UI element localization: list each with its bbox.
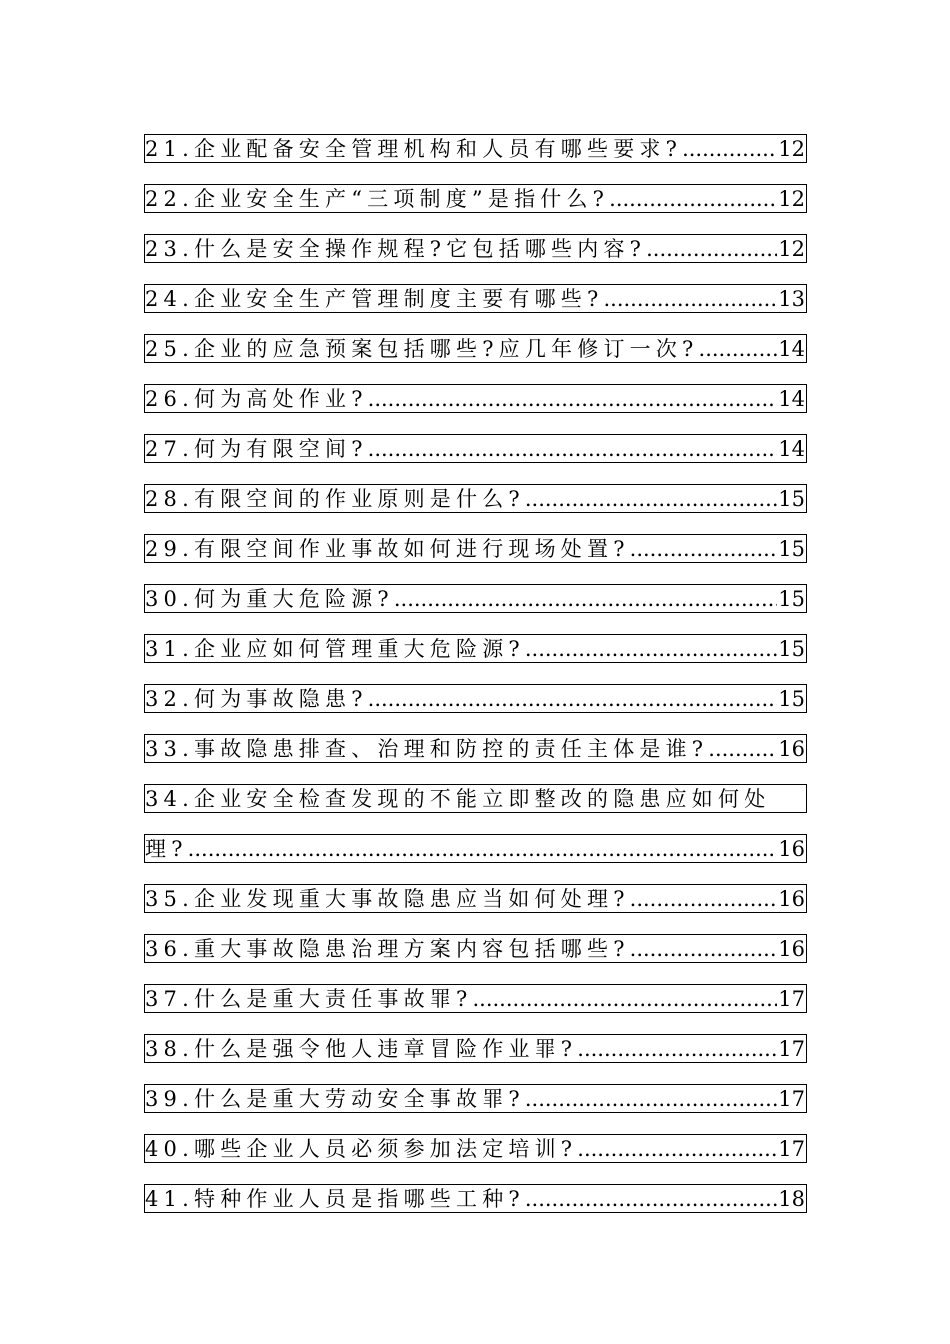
toc-entry-40[interactable] [144,1134,807,1163]
toc-dot-leader [525,486,777,512]
toc-entry-title: 理? [145,837,188,861]
toc-dot-leader [609,186,777,212]
toc-entry-title: 29.有限空间作业事故如何进行现场处置? [145,537,630,561]
toc-page-number: 15 [778,637,805,661]
toc-page-number: 16 [778,737,805,761]
toc-entry-title: 27.何为有限空间? [145,437,368,461]
toc-entry-38[interactable] [144,1034,807,1063]
toc-page-number: 15 [778,537,805,561]
toc-dot-leader [646,236,777,262]
toc-dot-leader [699,336,778,362]
toc-dot-leader [368,436,778,462]
toc-entry-title: 28.有限空间的作业原则是什么? [145,487,525,511]
toc-entry-title: 37.什么是重大责任事故罪? [145,987,473,1011]
toc-dot-leader [603,286,777,312]
toc-dot-leader [630,936,778,962]
toc-page-number: 16 [778,837,805,861]
toc-page-number: 16 [778,937,805,961]
toc-entry-34-line1[interactable] [144,784,807,813]
toc-dot-leader [577,1136,777,1162]
toc-entry-title: 30.何为重大危险源? [145,587,394,611]
table-of-contents [144,134,807,1234]
toc-entry-32[interactable] [144,684,807,713]
toc-entry-title: 39.什么是重大劳动安全事故罪? [145,1087,525,1111]
toc-entry-title: 25.企业的应急预案包括哪些?应几年修订一次? [145,337,699,361]
toc-dot-leader [630,536,778,562]
toc-entry-title: 31.企业应如何管理重大危险源? [145,637,525,661]
toc-entry-25[interactable] [144,334,807,363]
toc-dot-leader [472,986,777,1012]
toc-dot-leader [682,136,777,162]
toc-entry-title: 38.什么是强令他人违章冒险作业罪? [145,1037,578,1061]
toc-entry-31[interactable] [144,634,807,663]
toc-dot-leader [188,836,778,862]
toc-entry-title: 40.哪些企业人员必须参加法定培训? [145,1137,578,1161]
toc-entry-30[interactable] [144,584,807,613]
toc-dot-leader [708,736,777,762]
toc-dot-leader [577,1036,777,1062]
toc-entry-22[interactable] [144,184,807,213]
toc-entry-26[interactable] [144,384,807,413]
toc-entry-title: 36.重大事故隐患治理方案内容包括哪些? [145,937,630,961]
toc-dot-leader [525,1186,777,1212]
toc-entry-23[interactable] [144,234,807,263]
toc-page-number: 15 [778,487,805,511]
toc-entry-27[interactable] [144,434,807,463]
toc-page-number: 15 [778,687,805,711]
toc-page-number: 14 [778,437,805,461]
toc-entry-21[interactable] [144,134,807,163]
toc-entry-title: 41.特种作业人员是指哪些工种? [145,1187,525,1211]
toc-dot-leader [630,886,778,912]
toc-entry-title: 26.何为高处作业? [145,387,368,411]
toc-dot-leader [525,1086,777,1112]
toc-page-number: 17 [778,1087,805,1111]
toc-entry-title: 23.什么是安全操作规程?它包括哪些内容? [145,237,647,261]
toc-entry-37[interactable] [144,984,807,1013]
toc-entry-title: 32.何为事故隐患? [145,687,368,711]
toc-page-number: 15 [778,587,805,611]
toc-page-number: 14 [778,337,805,361]
toc-entry-24[interactable] [144,284,807,313]
toc-entry-title: 35.企业发现重大事故隐患应当如何处理? [145,887,630,911]
toc-dot-leader [394,586,777,612]
toc-page-number: 17 [778,1037,805,1061]
toc-dot-leader [368,386,778,412]
toc-entry-title: 22.企业安全生产“三项制度”是指什么? [145,187,610,211]
toc-entry-29[interactable] [144,534,807,563]
toc-entry-title: 34.企业安全检查发现的不能立即整改的隐患应如何处 [145,787,771,811]
toc-entry-34-line2[interactable] [144,834,807,863]
toc-dot-leader [368,686,778,712]
toc-entry-33[interactable] [144,734,807,763]
toc-page-number: 18 [778,1187,805,1211]
toc-page-number: 17 [778,987,805,1011]
toc-entry-28[interactable] [144,484,807,513]
toc-entry-35[interactable] [144,884,807,913]
toc-entry-title: 21.企业配备安全管理机构和人员有哪些要求? [145,137,683,161]
toc-page-number: 16 [778,887,805,911]
toc-entry-title: 33.事故隐患排查、治理和防控的责任主体是谁? [145,737,709,761]
toc-page-number: 17 [778,1137,805,1161]
toc-page-number: 13 [778,287,805,311]
toc-entry-41[interactable] [144,1184,807,1213]
toc-page-number: 12 [778,187,805,211]
toc-entry-title: 24.企业安全生产管理制度主要有哪些? [145,287,604,311]
toc-entry-39[interactable] [144,1084,807,1113]
toc-page-number: 12 [778,237,805,261]
toc-entry-36[interactable] [144,934,807,963]
toc-page-number: 12 [778,137,805,161]
toc-dot-leader [525,636,777,662]
toc-page-number: 14 [778,387,805,411]
